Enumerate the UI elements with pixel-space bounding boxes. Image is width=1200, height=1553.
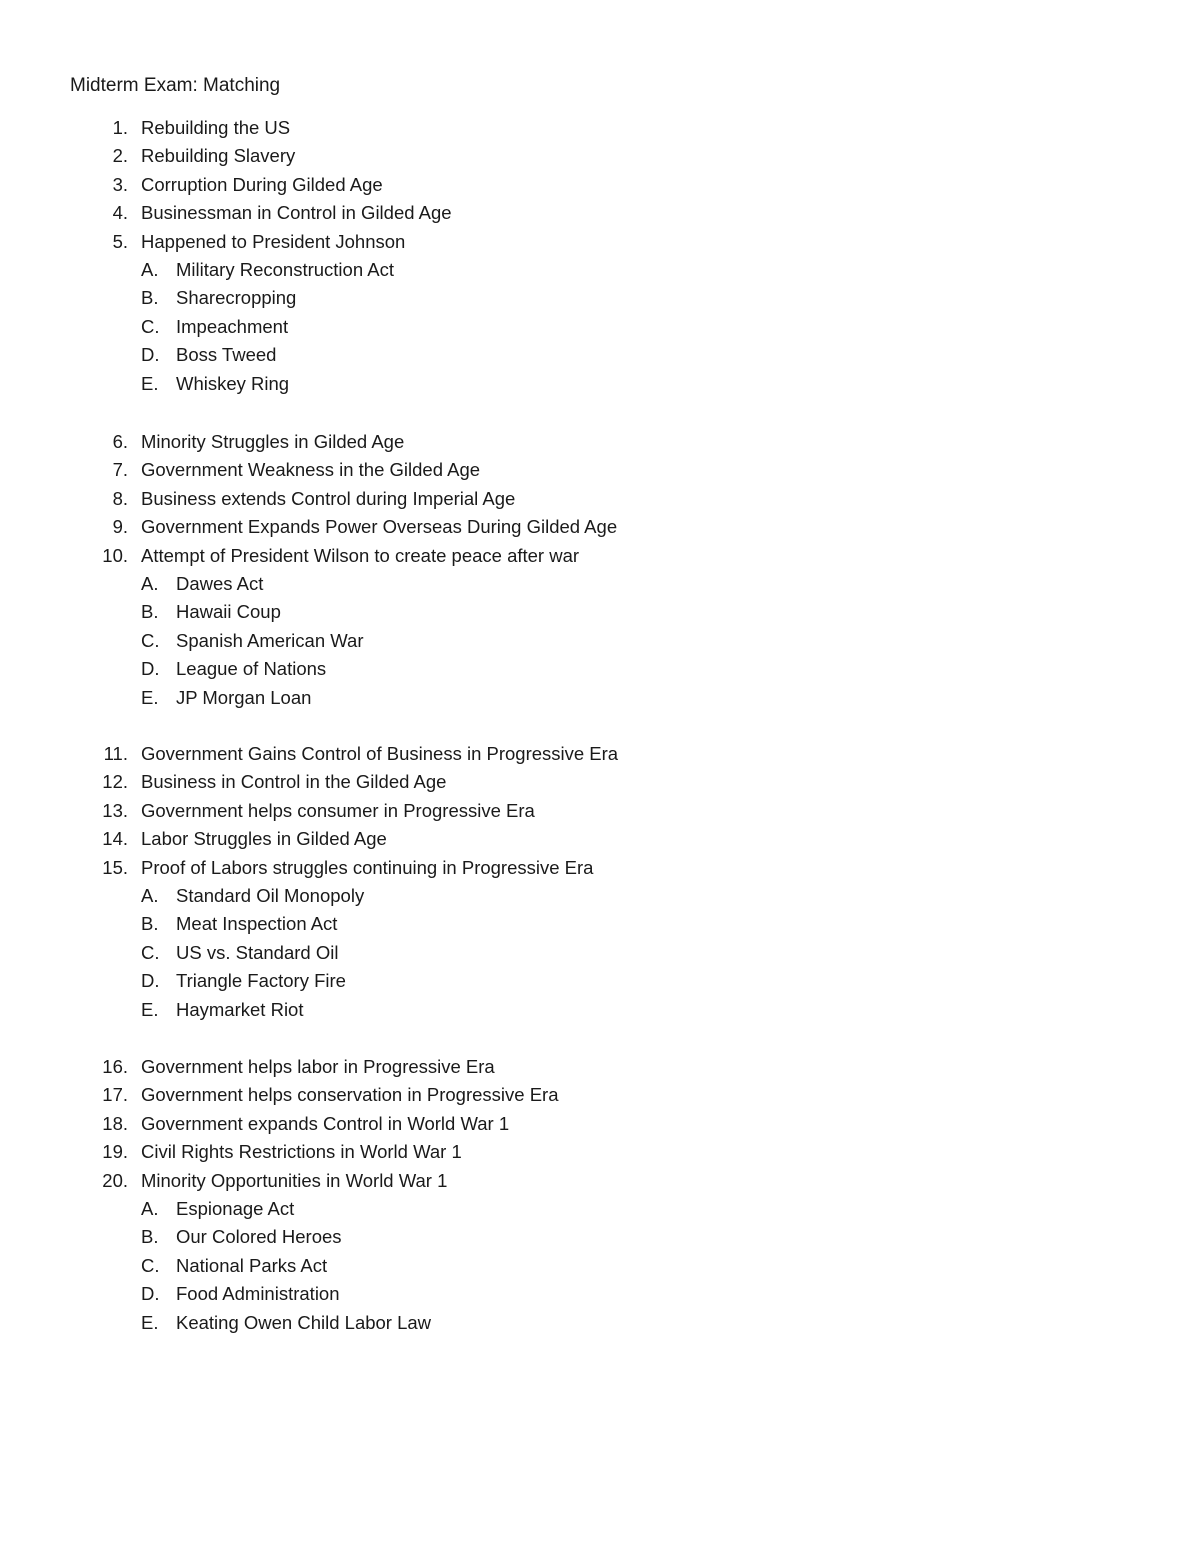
option-letter: C. [141, 629, 160, 651]
question-item [0, 854, 1200, 882]
question-text: Rebuilding the US [141, 117, 291, 138]
option-text: Dawes Act [176, 572, 264, 594]
question-number: 13. [102, 799, 128, 821]
answer-option [0, 684, 1200, 712]
option-letter: A. [141, 1197, 159, 1219]
question-number: 8. [112, 487, 128, 509]
answer-option [0, 939, 1200, 967]
question-number: 7. [112, 459, 128, 481]
option-text: Keating Owen Child Labor Law [176, 1311, 432, 1333]
question-item [0, 797, 1200, 825]
answer-option [0, 910, 1200, 938]
question-number: 12. [102, 771, 128, 793]
answer-option [0, 313, 1200, 341]
question-item [0, 1138, 1200, 1166]
option-text: League of Nations [176, 658, 327, 680]
question-item [0, 825, 1200, 853]
question-item [0, 1110, 1200, 1138]
question-number: 20. [102, 1169, 128, 1191]
option-text: Boss Tweed [176, 344, 277, 366]
question-item [0, 142, 1200, 170]
question-number: 14. [102, 828, 128, 850]
question-item [0, 228, 1200, 256]
option-letter: E. [141, 686, 159, 708]
question-text: Business in Control in the Gilded Age [141, 771, 447, 793]
question-item [0, 1081, 1200, 1109]
matching-section-3 [0, 740, 1200, 1024]
question-text: Government helps consumer in Progressive Era [141, 799, 535, 821]
option-text: Haymarket Riot [176, 998, 304, 1020]
question-number: 15. [102, 856, 128, 878]
option-text: JP Morgan Loan [176, 686, 312, 708]
question-item [0, 513, 1200, 541]
question-text: Happened to President Johnson [141, 230, 406, 252]
question-text: Businessman in Control in Gilded Age [141, 202, 452, 224]
question-text: Government Expands Power Overseas During Gilded Age [141, 516, 618, 538]
answer-option [0, 598, 1200, 626]
answer-option [0, 1309, 1200, 1337]
question-text: Government helps labor in Progressive Era [141, 1056, 495, 1077]
option-text: US vs. Standard Oil [176, 941, 339, 963]
question-item [0, 768, 1200, 796]
answer-option [0, 655, 1200, 683]
question-item [0, 114, 1200, 142]
question-item [0, 1167, 1200, 1195]
question-text: Rebuilding Slavery [141, 145, 296, 167]
answer-option [0, 1280, 1200, 1308]
option-letter: A. [141, 572, 159, 594]
option-text: National Parks Act [176, 1254, 328, 1276]
question-item [0, 485, 1200, 513]
answer-option [0, 967, 1200, 995]
option-text: Espionage Act [176, 1197, 295, 1219]
answer-option [0, 341, 1200, 369]
answer-option [0, 256, 1200, 284]
question-number: 11. [103, 743, 128, 764]
question-item [0, 428, 1200, 456]
option-letter: B. [141, 601, 159, 623]
option-letter: D. [141, 970, 160, 992]
answer-option [0, 570, 1200, 598]
question-item [0, 542, 1200, 570]
question-number: 6. [112, 431, 128, 452]
question-number: 18. [102, 1112, 128, 1134]
question-text: Government helps conservation in Progressive Era [141, 1084, 559, 1106]
option-letter: B. [141, 913, 159, 935]
question-number: 17. [102, 1084, 128, 1106]
page-title: Midterm Exam: Matching [70, 75, 281, 96]
option-letter: C. [141, 315, 160, 337]
answer-option [0, 284, 1200, 312]
question-number: 2. [112, 145, 128, 167]
answer-option [0, 1195, 1200, 1223]
option-letter: E. [141, 998, 159, 1020]
option-letter: D. [141, 344, 160, 366]
option-text: Meat Inspection Act [176, 913, 338, 935]
question-number: 4. [112, 202, 128, 224]
question-text: Government Gains Control of Business in Progressive Era [141, 743, 619, 764]
option-text: Hawaii Coup [176, 601, 281, 623]
question-text: Minority Struggles in Gilded Age [141, 431, 405, 452]
option-letter: E. [141, 372, 159, 394]
option-letter: A. [141, 258, 159, 280]
option-letter: D. [141, 658, 160, 680]
question-text: Minority Opportunities in World War 1 [141, 1169, 448, 1191]
question-number: 16. [102, 1056, 128, 1077]
question-number: 19. [102, 1141, 128, 1163]
question-number: 1. [112, 117, 128, 138]
option-letter: C. [141, 1254, 160, 1276]
question-number: 3. [112, 173, 128, 195]
question-text: Attempt of President Wilson to create peace after war [141, 544, 580, 566]
answer-option [0, 996, 1200, 1024]
option-letter: E. [141, 1311, 159, 1333]
option-letter: A. [141, 884, 159, 906]
option-letter: B. [141, 1226, 159, 1248]
question-item [0, 171, 1200, 199]
question-item [0, 1053, 1200, 1081]
question-text: Labor Struggles in Gilded Age [141, 828, 387, 850]
option-text: Impeachment [176, 315, 289, 337]
option-text: Sharecropping [176, 287, 297, 309]
option-text: Whiskey Ring [176, 372, 290, 394]
answer-option [0, 627, 1200, 655]
answer-option [0, 1252, 1200, 1280]
matching-section-2 [0, 428, 1200, 712]
question-number: 10. [102, 544, 128, 566]
question-number: 5. [112, 230, 128, 252]
question-text: Government Weakness in the Gilded Age [141, 459, 481, 481]
option-letter: B. [141, 287, 159, 309]
option-text: Spanish American War [176, 629, 364, 651]
question-text: Civil Rights Restrictions in World War 1 [141, 1141, 462, 1163]
option-text: Food Administration [176, 1283, 340, 1305]
question-item [0, 740, 1200, 768]
matching-section-4 [0, 1053, 1200, 1337]
question-item [0, 456, 1200, 484]
answer-option [0, 1223, 1200, 1251]
question-text: Corruption During Gilded Age [141, 173, 383, 195]
question-text: Government expands Control in World War 1 [141, 1112, 510, 1134]
question-number: 9. [112, 516, 128, 538]
option-text: Triangle Factory Fire [176, 970, 346, 992]
question-item [0, 199, 1200, 227]
option-letter: C. [141, 941, 160, 963]
answer-option [0, 882, 1200, 910]
matching-section-1 [0, 114, 1200, 398]
option-letter: D. [141, 1283, 160, 1305]
option-text: Our Colored Heroes [176, 1226, 342, 1248]
option-text: Standard Oil Monopoly [176, 884, 365, 906]
option-text: Military Reconstruction Act [176, 258, 394, 280]
answer-option [0, 370, 1200, 398]
question-text: Business extends Control during Imperial Age [141, 487, 516, 509]
question-text: Proof of Labors struggles continuing in Progressive Era [141, 856, 594, 878]
